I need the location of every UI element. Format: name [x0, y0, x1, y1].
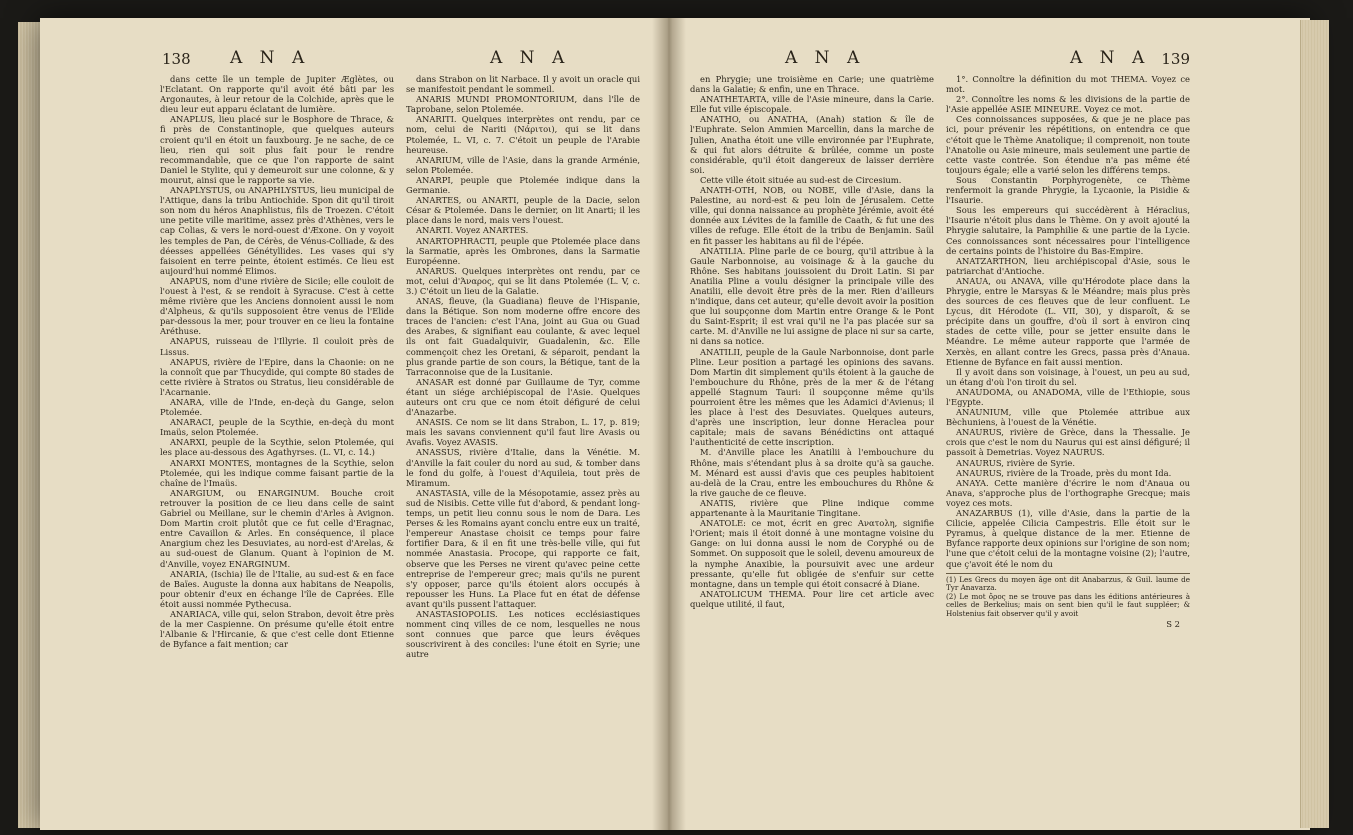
entry-paragraph: ANARUS. Quelques interprètes ont rendu, par ce mot, celui d'Άναρος, qui se lit dans Ptolemée (L. V, c. 3.) C'étoit un lieu de la Galatie. — [406, 265, 640, 296]
entry-paragraph: ANATILIA. Pline parle de ce bourg, qu'il attribue à la Gaule Narbonnoise, au voisinage & à la gauche du Rhône. Ses habitans jouissoient du Droit Latin. Si par Anatilia Pline a voulu désigner la principale ville des Anatilii, elle devoit être près de la mer. Rien d'ailleurs n'indique, dans cet auteur, qu'elle devoit avoir la position que lui soupçonne dom Martin entre Orange & le Pont du Saint-Esprit; il est vrai qu'il ne l'a pas placée sur sa carte. M. d'Anville ne lui assigne de place ni sur sa carte, ni dans sa notice. — [690, 245, 934, 347]
page-number: 139 — [1161, 50, 1190, 68]
entry-paragraph: Sous Constantin Porphyrogenète, ce Thème renfermoit la grande Phrygie, la Lycaonie, la Pisidie & l'Isaurie. — [946, 174, 1190, 206]
entry-paragraph: ANATILII, peuple de la Gaule Narbonnoise, dont parle Pline. Leur position a partagé les opinions des savans. Dom Martin dit simplement qu'ils étoient à la gauche de l'embouchure du Rhône, près de la mer & de l'étang appellé Stagnum Tauri: il soupçonne même qu'ils pourroient être les mêmes que les Adamici d'Avienus; il les place à l'est des Desuviates. Quelques auteurs, d'après une inscription, leur donne Heraclea pour capitale; mais de savans Bénédictins ont attaqué l'authenticité de cette inscription. — [690, 346, 934, 448]
entry-paragraph: ANARTES, ou ANARTI, peuple de la Dacie, selon César & Ptolemée. Dans le dernier, on lit Anarti; il les place dans le nord, mais vers l'ouest. — [406, 195, 640, 226]
entry-paragraph: 2°. Connoître les noms & les divisions de la partie de l'Asie appellée ASIE MINEURE. Voyez ce mot. — [946, 94, 1190, 115]
left-page-column-2 — [406, 74, 640, 659]
entry-paragraph: M. d'Anville place les Anatilii à l'embouchure du Rhône, mais s'étendant plus à sa droite qu'à sa gauche. M. Ménard est aussi d'avis que ces peuples habitoient au-delà de la Crau, entre les embouchures du Rhône & la rive gauche de ce fleuve. — [690, 447, 934, 498]
entry-paragraph: ANARXI, peuple de la Scythie, selon Ptolemée, qui les place au-dessous des Agathyrses. (L. VI, c. 14.) — [160, 437, 394, 458]
entry-paragraph: ANAPUS, ruisseau de l'Illyrie. Il couloit près de Lissus. — [160, 336, 394, 357]
entry-paragraph: ANARGIUM, ou ENARGINUM. Bouche croit retrouver la position de ce lieu dans celle de saint Gabriel ou Meillane, sur le chemin d'Arles à Avignon. Dom Martin croit plutôt que ce fut celle d'Eragnac, entre Cavaillon & Arles. En conséquence, il place Anargium chez les Desuviates, au nord-est d'Arelas, & au sud-ouest de Glanum. Quant à l'opinion de M. d'Anville, voyez ENARGINUM. — [160, 487, 394, 569]
right-page — [690, 48, 1190, 629]
entry-paragraph: ANATIS, rivière que Pline indique comme appartenante à la Mauritanie Tingitane. — [690, 497, 934, 519]
entry-paragraph: ANATHETARTA, ville de l'Asie mineure, dans la Carie. Elle fut ville épiscopale. — [690, 94, 934, 115]
entry-paragraph: ANAPLUS, lieu placé sur le Bosphore de Thrace, & fi près de Constantinople, que quelques auteurs croient qu'il en étoit un fauxbourg. Je ne sache, de ce lieu, rien qui soit plus fait pour le rendre recommandable, que ce que l'on rapporte de saint Daniel le Stylite, qui y demeuroit sur une colonne, & y mourut, ainsi que le rapporte sa vie. — [160, 114, 394, 185]
entry-paragraph: ANAS, fleuve, (la Guadiana) fleuve de l'Hispanie, dans la Bétique. Son nom moderne offre encore des traces de l'ancien: c'est l'Ana, joint au Gua ou Guad des Arabes, & signifiant eau coulante, & avec lequel ils ont fait Guadalquivir, Guadalenin, &c. Elle commençoit chez les Oretani, & séparoit, pendant la plus grande partie de son cours, la Bétique, tant de la Tarraconnoise que de la Lusitanie. — [406, 296, 640, 377]
entry-paragraph: ANARIA, (Ischia) île de l'Italie, au sud-est & en face de Baïes. Auguste la donna aux habitans de Neapolis, pour obtenir d'eux en échange l'île de Caprées. Elle étoit aussi nommée Pythecusa. — [160, 568, 394, 609]
page-number: 138 — [162, 50, 191, 68]
entry-paragraph: ANASAR est donné par Guillaume de Tyr, comme étant un siége archiépiscopal de l'Asie. Quelques auteurs ont cru que ce nom étoit défiguré de celui d'Anazarbe. — [406, 376, 640, 418]
entry-paragraph: Ces connoissances supposées, & que je ne place pas ici, pour prévenir les répétitions, on entendra ce que c'étoit que le Thème Anatolique; il comprenoit, non toute l'Anatolie ou Asie mineure, mais seulement une partie de cette vaste contrée. Son étendue n'a pas même été toujours égale; elle a varié selon les différens temps. — [946, 114, 1190, 175]
entry-paragraph: ANATZARTHON, lieu archiépiscopal d'Asie, sous le patriarchat d'Antioche. — [946, 255, 1190, 276]
left-page-column-1 — [160, 74, 394, 659]
footnote: (1) Les Grecs du moyen âge ont dit Anabarzus, & Guil. laume de Tyr Anavarza. — [946, 574, 1190, 593]
entry-paragraph: ANATH-OTH, NOB, ou NOBE, ville d'Asie, dans la Palestine, au nord-est & peu loin de Jérusalem. Cette ville, qui donna naissance au prophète Jérémie, avoit été donnée aux Lévites de la famille de Caath, & fut une des villes de refuge. Elle étoit de la tribu de Benjamin. Saül en fit passer les habitans au fil de l'épée. — [690, 185, 934, 246]
entry-paragraph: ANAUNIUM, ville que Ptolemée attribue aux Bèchuniens, à l'ouest de la Vénétie. — [946, 407, 1190, 428]
running-head: A N A — [1070, 48, 1151, 68]
signature-mark: S 2 — [1166, 618, 1180, 629]
right-page-header — [690, 48, 1190, 74]
running-head: A N A — [785, 48, 866, 68]
entry-paragraph: ANAURUS, rivière de la Troade, près du mont Ida. — [956, 467, 1172, 478]
left-page — [160, 48, 640, 659]
entry-paragraph: dans cette île un temple de Jupiter Æglètes, ou l'Eclatant. On rapporte qu'il avoit été bâti par les Argonautes, à leur retour de la Colchide, après que le dieu leur eut apparu éclatant de lumière. — [160, 74, 394, 115]
entry-paragraph: ANARIACA, ville qui, selon Strabon, devoit être près de la mer Caspienne. On présume qu'elle étoit entre l'Albanie & l'Hircanie, & que c'est celle dont Etienne de Byfance a fait mention; car — [160, 608, 394, 650]
entry-paragraph: ANARITI. Quelques interprètes ont rendu, par ce nom, celui de Nariti (Νάριτοι), qui se lit dans Ptolemée, L. VI, c. 7. C'étoit un peuple de l'Arabie heureuse. — [406, 114, 640, 155]
entry-paragraph: ANAURUS, rivière de Syrie. — [956, 457, 1076, 468]
entry-paragraph: ANARIS MUNDI PROMONTORIUM, dans l'île de Taprobane, selon Ptolemée. — [406, 94, 640, 115]
entry-paragraph: ANASSUS, rivière d'Italie, dans la Vénétie. M. d'Anville la fait couler du nord au sud, & tomber dans le fond du golfe, à l'ouest d'Aquileia, tout près de Miramum. — [406, 447, 640, 488]
entry-paragraph: Il y avoit dans son voisinage, à l'ouest, un peu au sud, un étang d'où l'on tiroit du sel. — [946, 366, 1190, 387]
left-page-header — [160, 48, 640, 74]
book-edge-right — [1300, 20, 1329, 828]
entry-paragraph: ANAPLYSTUS, ou ANAPHLYSTUS, lieu municipal de l'Attique, dans la tribu Antiochide. Spon dit qu'il tiroit son nom du héros Anaphlistus, fils de Troezen. C'étoit une petite ville maritime, assez près d'Athènes, vers le cap Colias, & vers le nord-ouest d'Æxone. On y voyoit les temples de Pan, de Cérès, de Vénus-Colliade, & des déesses appellées Génétyllides. Les vases qui s'y faisoient en terre peinte, étoient estimés. Ce lieu est aujourd'hui nommé Elimos. — [160, 185, 394, 276]
entry-paragraph: ANARTI. Voyez ANARTES. — [416, 225, 529, 236]
entry-paragraph: ANARA, ville de l'Inde, en-deçà du Gange, selon Ptolemée. — [160, 397, 394, 418]
right-page-column-1 — [690, 74, 934, 629]
entry-paragraph: ANAUDOMA, ou ANADOMA, ville de l'Ethiopie, sous l'Egypte. — [946, 386, 1190, 407]
entry-paragraph: ANAURUS, rivière de Grèce, dans la Thessalie. Je crois que c'est le nom du Naurus qui est ainsi défiguré; il passoit à Demetrias. Voyez NAURUS. — [946, 427, 1190, 458]
entry-paragraph: Cette ville étoit située au sud-est de Circesium. — [700, 174, 902, 185]
entry-paragraph: ANATOLICUM THEMA. Pour lire cet article avec quelque utilité, il faut, — [690, 588, 934, 609]
right-page-column-2 — [946, 74, 1190, 629]
entry-paragraph: ANARXI MONTES, montagnes de la Scythie, selon Ptolemée, qui les indique comme faisant partie de la chaîne de l'Imaüs. — [160, 457, 394, 488]
entry-paragraph: ANARIUM, ville de l'Asie, dans la grande Arménie, selon Ptolemée. — [406, 154, 640, 175]
entry-paragraph: ANARACI, peuple de la Scythie, en-deçà du mont Imaüs, selon Ptolemée. — [160, 417, 394, 438]
entry-paragraph: ANAPUS, nom d'une rivière de Sicile; elle couloit de l'ouest à l'est, & se rendoit à Syracuse. C'est à cette même rivière que les Anciens donnoient aussi le nom d'Alpheus, & qu'ils supposoient être venus de l'Elide par-dessous la mer, pour trouver en ce lieu la fontaine Aréthuse. — [160, 275, 394, 337]
running-head: A N A — [490, 48, 571, 68]
entry-paragraph: en Phrygie; une troisième en Carie; une quatrième dans la Galatie; & enfin, une en Thrace. — [690, 74, 934, 95]
entry-paragraph: 1°. Connoître la définition du mot THEMA. Voyez ce mot. — [946, 74, 1190, 95]
entry-paragraph: dans Strabon on lit Narbace. Il y avoit un oracle qui se manifestoit pendant le sommeil. — [406, 74, 640, 95]
entry-paragraph: ANARTOPHRACTI, peuple que Ptolemée place dans la Sarmatie, après les Ombrones, dans la Sarmatie Européenne. — [406, 235, 640, 266]
entry-paragraph: ANATHO, ou ANATHA, (Anah) station & île de l'Euphrate. Selon Ammien Marcellin, dans la marche de Julien, Anatha étoit une ville environnée par l'Euphrate, & qui fut alors détruite & brûlée, comme un poste considérable, qu'il étoit dangereux de laisser derrière soi. — [690, 114, 934, 175]
entry-paragraph: ANAZARBUS (1), ville d'Asie, dans la partie de la Cilicie, appelée Cilicia Campestris. Elle étoit sur le Pyramus, à quelque distance de la mer. Etienne de Byfance rapporte deux opinions sur l'origine de son nom; l'une que c'étoit celui de la montagne voisine (2); l'autre, que ç'avoit été le nom du — [946, 508, 1190, 569]
entry-paragraph: ANASIS. Ce nom se lit dans Strabon, L. 17, p. 819; mais les savans conviennent qu'il faut lire Avasis ou Avafis. Voyez AVASIS. — [406, 417, 640, 448]
entry-paragraph: ANAPUS, rivière de l'Epire, dans la Chaonie: on ne la connoît que par Thucydide, qui compte 80 stades de cette rivière à Stratos ou Stratus, lieu considérable de l'Acarnanie. — [160, 356, 394, 397]
book-gutter — [652, 18, 686, 830]
running-head: A N A — [230, 48, 311, 68]
entry-paragraph: ANATOLE: ce mot, écrit en grec Ανατολη, signifie l'Orient; mais il étoit donné à une montagne voisine du Gange: on lui donna aussi le nom de Coryphé ou de Sommet. On supposoit que le soleil, devenu amoureux de la nymphe Anaxibie, la poursuivit avec une ardeur pressante, qu'elle fut obligée de s'enfuir sur cette montagne, dans un temple qui étoit consacré à Diane. — [690, 518, 934, 589]
footnote: (2) Le mot ὄρος ne se trouve pas dans les éditions antérieures à celles de Berkelius; mais on sent bien qu'il le faut suppléer; & Holstenius fait observer qu'il y avoit — [946, 591, 1190, 618]
entry-paragraph: Sous les empereurs qui succédèrent à Héraclius, l'Isaurie n'étoit plus dans le Thème. On y avoit ajouté la Phrygie salutaire, la Pamphilie & une partie de la Lycie. Ces connoissances sont nécessaires pour l'intelligence de certains points de l'histoire du Bas-Empire. — [946, 205, 1190, 256]
entry-paragraph: ANARPI, peuple que Ptolemée indique dans la Germanie. — [406, 174, 640, 196]
entry-paragraph: ANASTASIOPOLIS. Les notices ecclésiastiques nomment cinq villes de ce nom, lesquelles ne nous sont connues que parce que leurs évêques souscrivirent à des conciles: l'une étoit en Syrie; une autre — [406, 608, 640, 660]
entry-paragraph: ANASTASIA, ville de la Mésopotamie, assez près au sud de Nisibis. Cette ville fut d'abord, & pendant long-temps, un petit lieu connu sous le nom de Dara. Les Perses & les Romains ayant conclu entre eux un traité, l'empereur Anastase choisit ce temps pour faire fortifier Dara, & il en fit une très-belle ville, qui fut nommée Anastasia. Procope, qui rapporte ce fait, observe que les Perses ne virent qu'avec peine cette entreprise de l'empereur grec; mais qu'ils ne purent s'y opposer, parce qu'ils étoient alors occupés à repousser les Huns. La Place fut en état de défense avant qu'ils pussent l'attaquer. — [406, 487, 640, 609]
entry-paragraph: ANAYA. Cette manière d'écrire le nom d'Anaua ou Anava, s'approche plus de l'orthographe Grecque; mais voyez ces mots. — [946, 477, 1190, 508]
footnotes — [946, 573, 1190, 619]
entry-paragraph: ANAUA, ou ANAVA, ville qu'Hérodote place dans la Phrygie, entre le Marsyas & le Méandre; mais plus près des sources de ces fleuves que de leur confluent. Le Lycus, dit Hérodote (L. VII, 30), y disparoît, & se précipite dans un gouffre, d'où il sort à environ cinq stades de cette ville, pour se jetter ensuite dans le Méandre. Le même auteur rapporte que l'armée de Xerxès, en allant contre les Grecs, passa près d'Anaua. Etienne de Byfance en fait aussi mention. — [946, 275, 1190, 367]
